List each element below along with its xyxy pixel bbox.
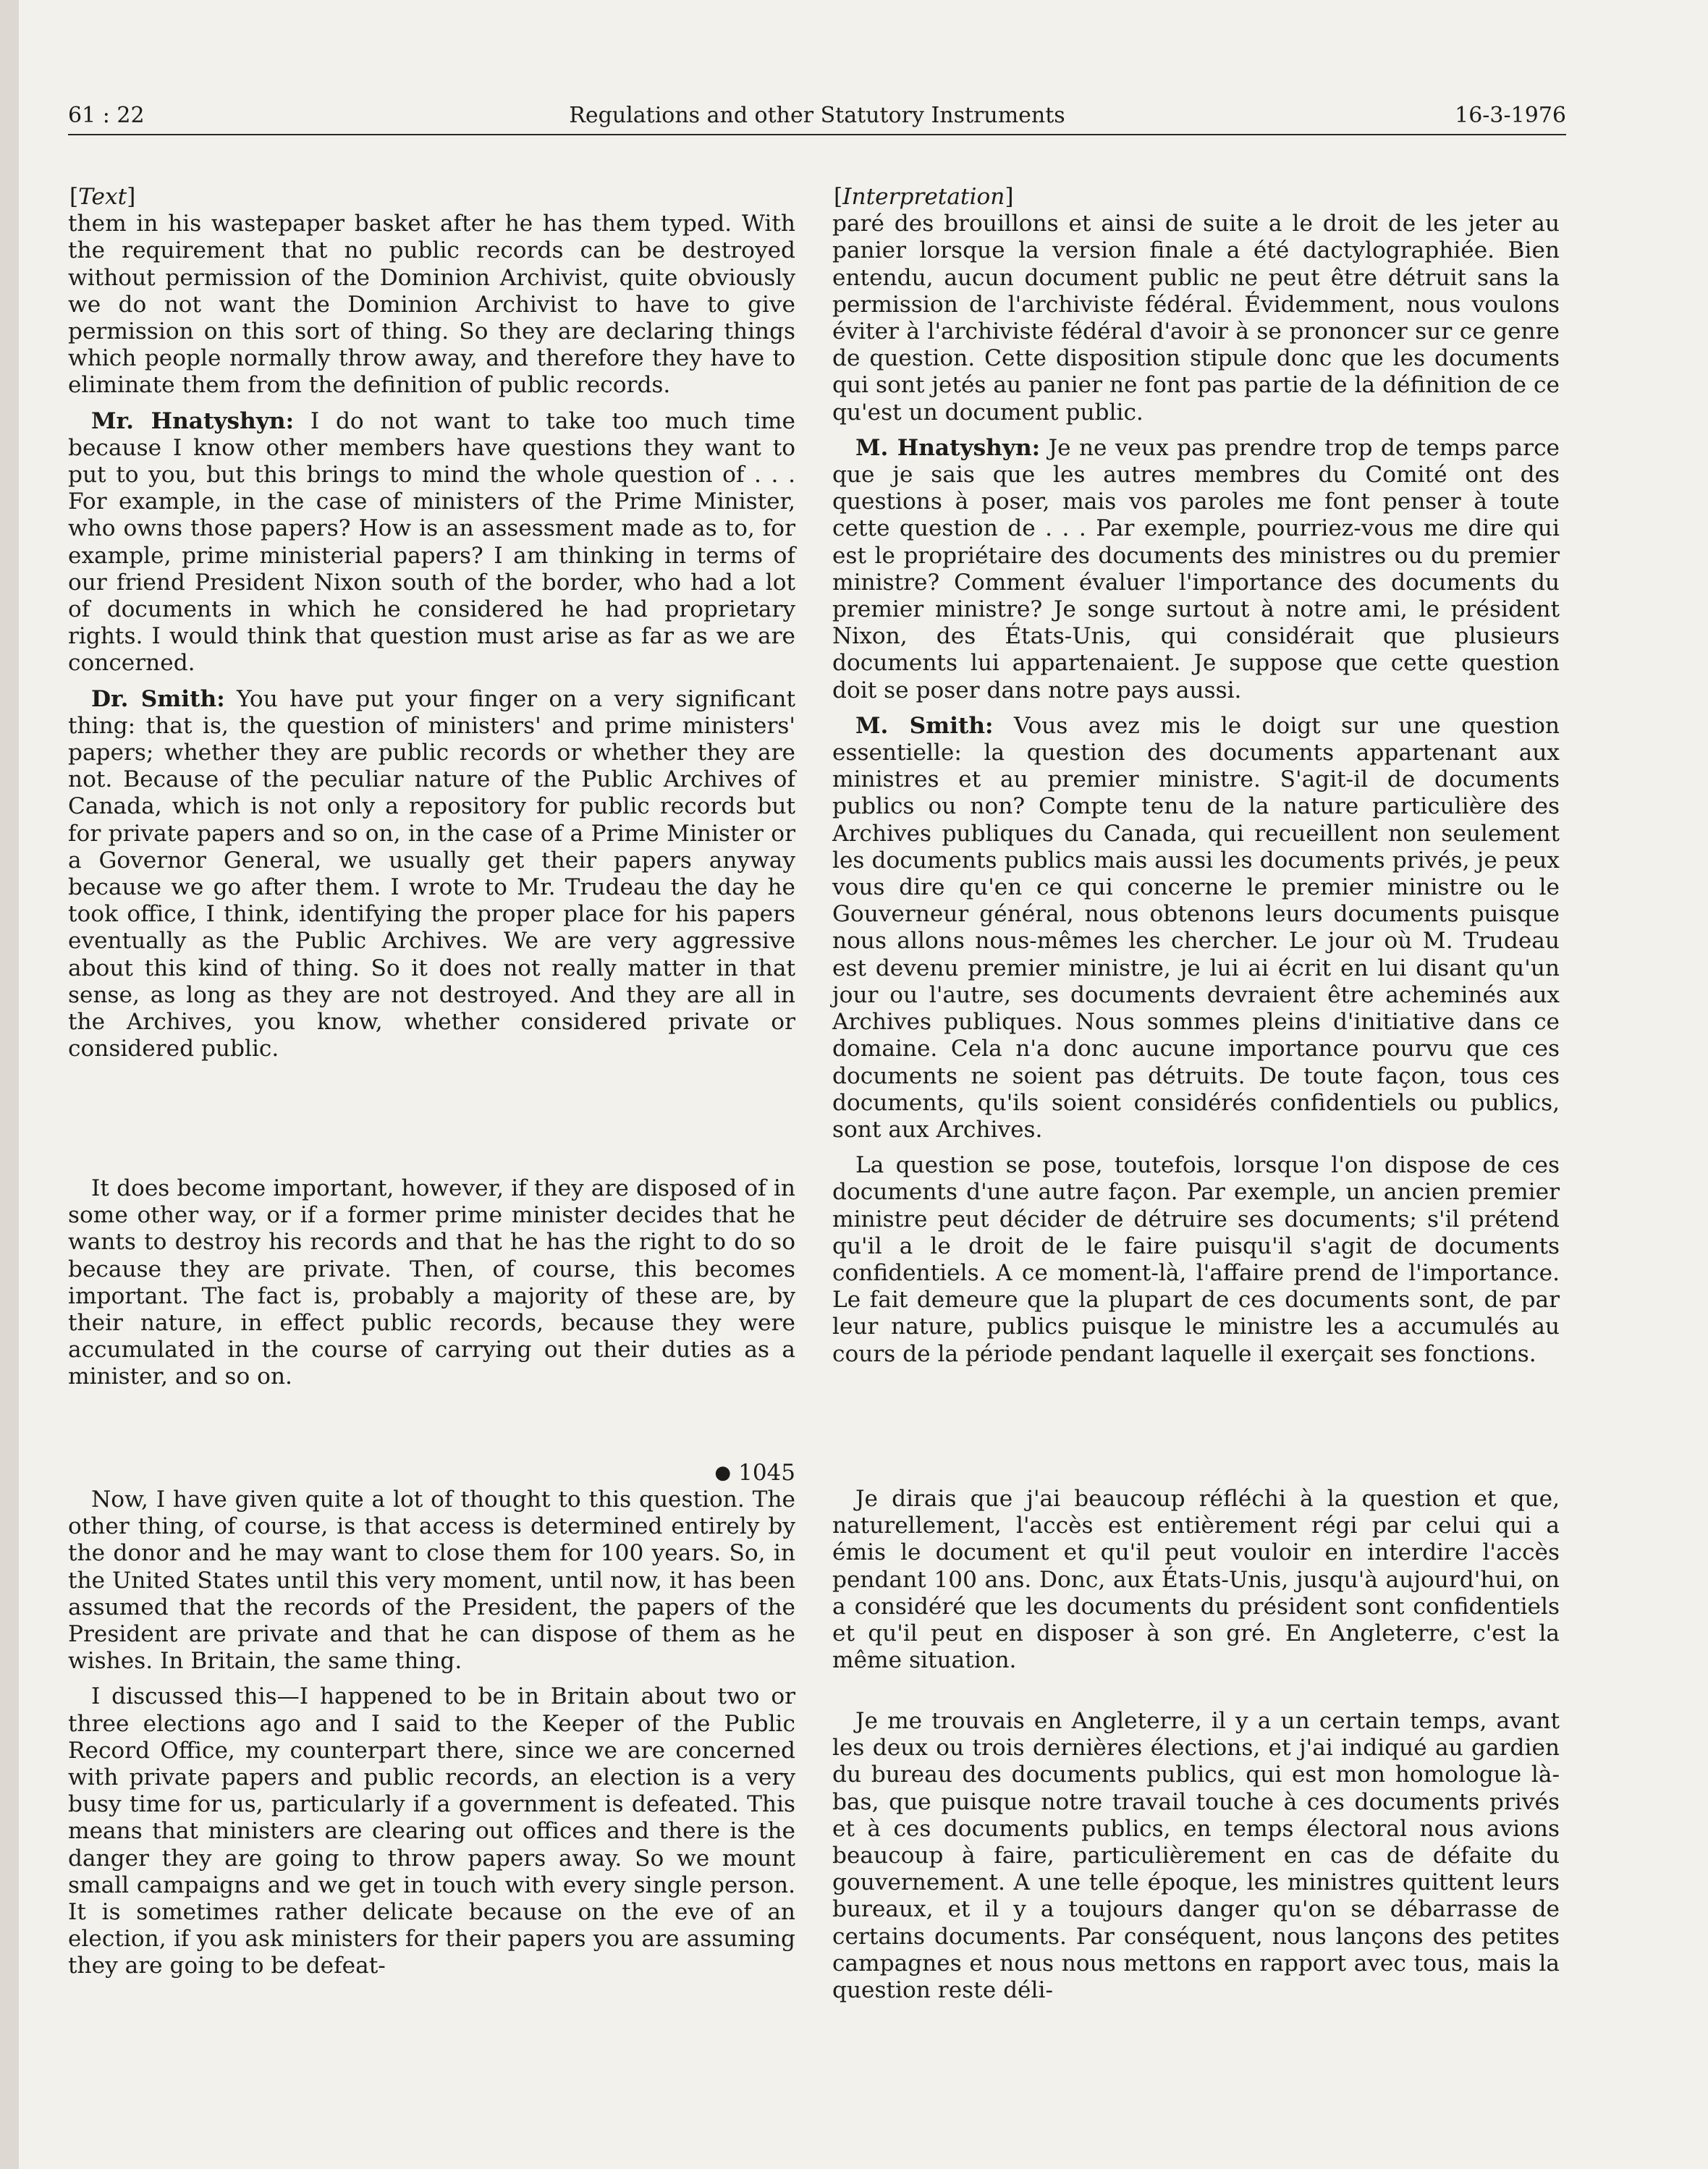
french-paragraph: Je me trouvais en Angleterre, il y a un certain temps, avant les deux ou trois dernières élections, et j'ai indiqué au gardien du bureau des documents publics, qui est mon homologue là-bas, que puisque notre travail touche à ces documents privés et à ces documents publics, en temps électoral nous avions beaucoup à faire, particulièrement en cas de défaite du gouvernement. A une telle époque, les ministres quittent leurs bureaux, et il y a toujours danger qu'on se débarrasse de certains documents. Par conséquent, nous lançons des petites campagnes et nous nous mettons en rapport avec tous, mais la question reste déli- — [832, 1708, 1560, 2004]
french-label: [ Interpretation ] — [834, 184, 1560, 211]
french-paragraph: Je dirais que j'ai beaucoup réfléchi à la question et que, naturellement, l'accès est entièrement régi par celui qui a émis le document et qu'il peut vouloir en interdire l'accès pendant 100 ans. Donc, aux États-Unis, jusqu'à aujourd'hui, on a considéré que les documents du président sont confidentiels et qu'il peut en disposer à son gré. En Angleterre, c'est la même situation. — [832, 1486, 1560, 1674]
french-paragraph — [832, 435, 1560, 704]
english-paragraph: Now, I have given quite a lot of thought to this question. The other thing, of course, is that access is determined entirely by the donor and he may want to close them for 100 years. So, in the United States until this very moment, until now, it has been assumed that the records of the President, the papers of the President are private and that he can dispose of them as he wishes. In Britain, the same thing. — [68, 1487, 795, 1675]
english-paragraph: them in his wastepaper basket after he has them typed. With the requirement that no public records can be destroyed without permission of the Dominion Archivist, quite obviously we do not want the Dominion Archivist to have to give permission on this sort of thing. So they are declaring things which people normally throw away, and therefore they have to eliminate them from the definition of public records. — [68, 211, 795, 399]
english-paragraph: It does become important, however, if they are disposed of in some other way, or if a former prime minister decides that he wants to destroy his records and that he has the right to do so because they are private. Then, of course, this becomes important. The fact is, probably a majority of these are, by their nature, in effect public records, because they were accumulated in the course of carrying out their duties as a minister, and so on. — [68, 1175, 795, 1390]
bullet-icon: ● — [714, 1462, 732, 1484]
header-date: 16-3-1976 — [1455, 103, 1566, 128]
header-rule — [68, 134, 1566, 135]
french-column-mid — [832, 1486, 1560, 1683]
speech-text: I do not want to take too much time because I know other members have questions they want to put to you, but this brings to mind the whole question of . . . For example, in the case of ministers of the Prime Minister, who owns those papers? How is an assessment made as to, for example, prime ministerial papers? I am thinking in terms of our friend President Nixon south of the border, who had a lot of documents in which he considered he had proprietary rights. I would think that question must arise as far as we are concerned. — [68, 407, 795, 677]
speech-text: Vous avez mis le doigt sur une question essentielle: la question des documents appartenant aux ministres et au premier ministre. S'agit-il de documents publics ou non? Compte tenu de la nature particulière des Archives publiques du Canada, qui recueillent non seulement les documents publics mais aussi les documents privés, je peux vous dire qu'en ce qui concerne le premier ministre ou le Gouverneur général, nous obtenons leurs documents puisque nous allons nous-mêmes les chercher. Le jour où M. Trudeau est devenu premier ministre, je lui ai écrit en lui disant qu'un jour ou l'autre, ses documents devraient être acheminés aux Archives publiques. Nous sommes pleins d'initiative dans ce domaine. Cela n'a donc aucune importance pourvu que ces documents ne soient pas détruits. De toute façon, tous ces documents, qu'ils soient considérés confidentiels ou publics, sont aux Archives. — [832, 712, 1560, 1143]
time-marker-value: 1045 — [738, 1460, 795, 1486]
english-paragraph — [68, 686, 795, 1063]
english-column-bottom — [68, 1460, 795, 1989]
speaker-name: M. Smith: — [855, 712, 994, 739]
french-paragraph: La question se pose, toutefois, lorsque l'on dispose de ces documents d'une autre façon. Par exemple, un ancien premier ministre peut décider de détruire ses documents; s'il prétend qu'il a le droit de le faire puisqu'il s'agit de documents confidentiels. A ce moment-là, l'affaire prend de l'importance. Le fait demeure que la plupart de ces documents sont, de par leur nature, publics puisque le ministre les a accumulés au cours de la période pendant laquelle il exerçait ses fonctions. — [832, 1152, 1560, 1367]
english-column-mid — [68, 1175, 795, 1400]
speech-text: Je ne veux pas prendre trop de temps parce que je sais que les autres membres du Comité ont des questions à poser, mais vos paroles me font penser à toute cette question de . . . Par exemple, pourriez-vous me dire qui est le propriétaire des documents des ministres ou du premier ministre? Comment évaluer l'importance des documents du premier ministre? Je songe surtout à notre ami, le président Nixon, des États-Unis, qui considérait que plusieurs documents lui appartenaient. Je suppose que cette question doit se poser dans notre pays aussi. — [832, 434, 1560, 703]
speaker-name: Dr. Smith: — [91, 685, 225, 712]
french-paragraph: paré des brouillons et ainsi de suite a le droit de les jeter au panier lorsque la version finale a été dactylographiée. Bien entendu, aucun document public ne peut être détruit sans la permission de l'archiviste fédéral. Évidemment, nous voulons éviter à l'archiviste fédéral d'avoir à se prononcer sur ce genre de question. Cette disposition stipule donc que les documents qui sont jetés au panier ne font pas partie de la définition de ce qu'est un document public. — [832, 211, 1560, 426]
speech-text: You have put your finger on a very significant thing: that is, the question of ministers' and prime ministers' papers; whether they are public records or whether they are not. Because of the peculiar nature of the Public Archives of Canada, which is not only a repository for public records but for private papers and so on, in the case of a Prime Minister or a Governor General, we usually get their papers anyway because we go after them. I wrote to Mr. Trudeau the day he took office, I think, identifying the proper place for his papers eventually as the Public Archives. We are very aggressive about this kind of thing. So it does not really matter in that sense, as long as they are not destroyed. And they are all in the Archives, you know, whether considered private or considered public. — [68, 685, 795, 1062]
english-paragraph — [68, 408, 795, 677]
page-spine-shadow — [0, 0, 19, 2169]
french-column-top — [832, 184, 1560, 1377]
english-paragraph: I discussed this—I happened to be in Britain about two or three elections ago and I said to the Keeper of the Public Record Office, my counterpart there, since we are concerned with private papers and public records, an election is a very busy time for us, particularly if a government is defeated. This means that ministers are clearing out offices and there is the danger they are going to throw papers away. So we mount small campaigns and we get in touch with every single person. It is sometimes rather delicate because on the eve of an election, if you ask ministers for their papers you are assuming they are going to be defeat- — [68, 1683, 795, 1979]
speaker-name: M. Hnatyshyn: — [855, 434, 1041, 461]
english-column-top — [68, 184, 795, 1072]
english-label: [ Text ] — [69, 184, 795, 211]
speaker-name: Mr. Hnatyshyn: — [91, 407, 295, 434]
french-column-bottom — [832, 1708, 1560, 2013]
page-number: 61 : 22 — [68, 103, 145, 128]
french-paragraph — [832, 713, 1560, 1143]
running-header — [68, 98, 1566, 133]
header-title: Regulations and other Statutory Instruments — [569, 103, 1065, 128]
time-marker — [68, 1460, 795, 1487]
